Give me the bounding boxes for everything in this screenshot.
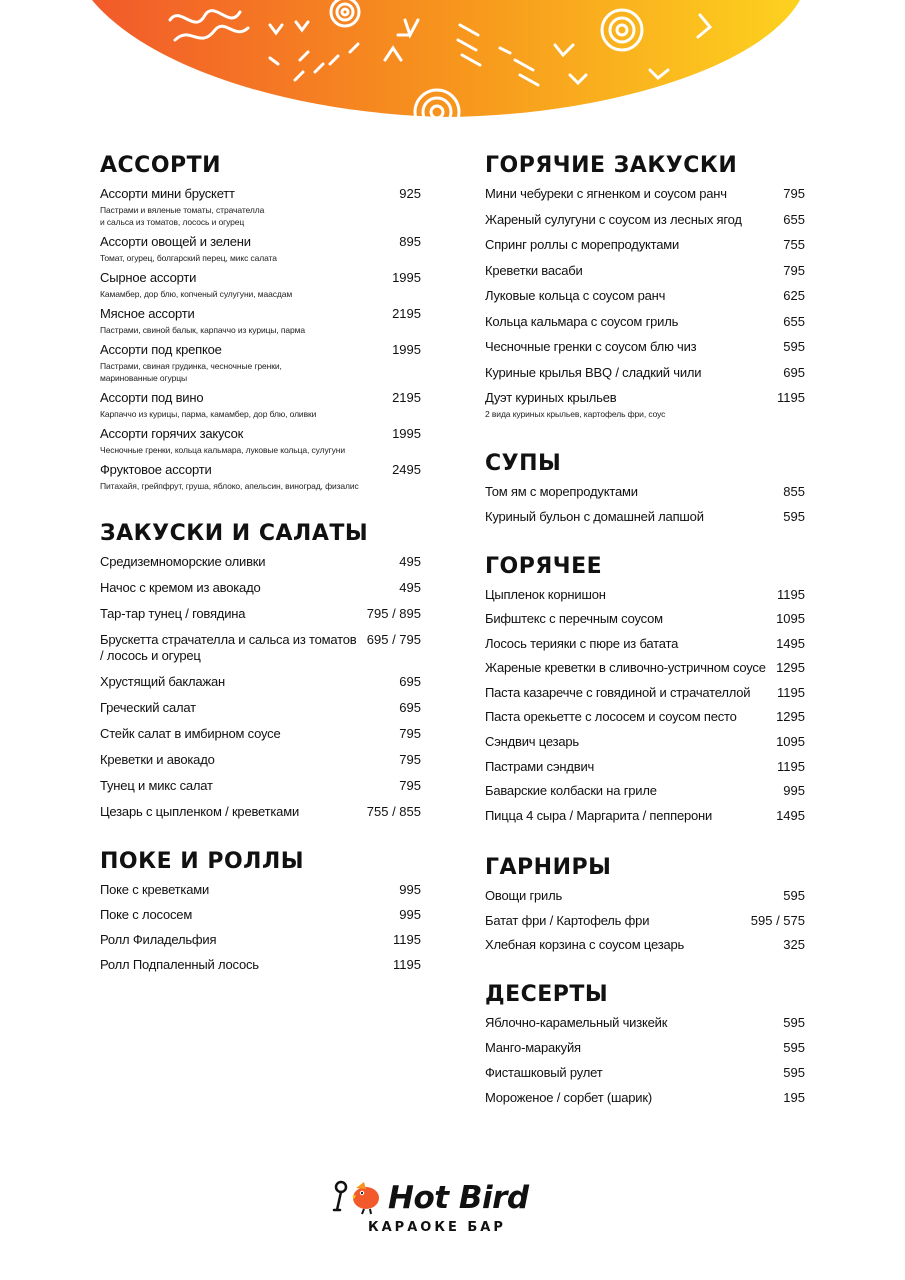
section-title: ГОРЯЧИЕ ЗАКУСКИ: [485, 153, 738, 178]
menu-item: [100, 804, 421, 820]
menu-item: [485, 390, 805, 420]
item-price: 595: [783, 339, 805, 354]
item-price: 755 / 855: [366, 804, 421, 819]
item-price: 855: [783, 484, 805, 499]
menu-item: [485, 759, 805, 775]
section-title: ГАРНИРЫ: [485, 854, 612, 880]
item-name: Батат фри / Картофель фри: [485, 912, 650, 928]
menu-item: [485, 783, 805, 799]
item-name: Поке с лососем: [100, 907, 193, 922]
item-name: Бифштекс с перечным соусом: [485, 611, 663, 627]
menu-section: [100, 520, 421, 820]
item-name: Баварские колбаски на гриле: [485, 783, 657, 799]
menu-item: [100, 778, 421, 794]
item-name: Ассорти мини брускетт: [100, 186, 235, 201]
item-description: Чесночные гренки, кольца кальмара, луковые кольца, сулугуни: [100, 445, 346, 455]
item-price: 325: [783, 937, 805, 953]
brand-logo: [330, 1180, 590, 1242]
item-price: 1995: [392, 342, 421, 357]
menu-item: [100, 390, 421, 420]
header-banner: [0, 0, 905, 120]
menu-item: [485, 888, 805, 904]
item-name: Чесночные гренки с соусом блю чиз: [485, 339, 697, 354]
menu-item: [485, 263, 805, 279]
item-name: Мороженое / сорбет (шарик): [485, 1089, 652, 1105]
item-name: Креветки и авокадо: [100, 752, 215, 767]
menu-item: [485, 685, 805, 701]
item-name: Лосось терияки с пюре из батата: [485, 635, 679, 651]
item-price: 1295: [776, 660, 805, 676]
item-name: Ролл Филадельфия: [100, 932, 217, 947]
section-title: СУПЫ: [485, 451, 562, 476]
menu-item: [100, 580, 421, 596]
menu-item: [100, 462, 421, 492]
item-name: Куриные крылья BBQ / сладкий чили: [485, 364, 702, 380]
item-price: 1295: [776, 709, 805, 725]
item-name: Пастрами сэндвич: [485, 758, 595, 774]
item-description: Карпаччо из курицы, парма, камамбер, дор блю, оливки: [100, 409, 317, 419]
item-price: 595: [783, 508, 805, 524]
item-price: 925: [399, 186, 421, 201]
item-name: Сэндвич цезарь: [485, 734, 579, 750]
menu-item: [485, 734, 805, 750]
item-price: 1495: [776, 635, 805, 651]
menu-item: [100, 700, 421, 716]
item-name: Овощи гриль: [485, 887, 563, 903]
item-name: Сырное ассорти: [100, 270, 197, 285]
menu-item: [485, 1090, 805, 1106]
menu-item: [485, 660, 805, 676]
item-name: Спринг роллы с морепродуктами: [485, 237, 680, 252]
menu-item: [100, 342, 421, 384]
item-price: 795: [783, 262, 805, 278]
menu-item: [485, 611, 805, 627]
item-name: Цыпленок корнишон: [485, 586, 606, 602]
item-name: Поке с креветками: [100, 882, 210, 897]
menu-item: [485, 339, 805, 355]
menu-item: [100, 306, 421, 336]
item-name: Паста казаречче с говядиной и страчателлой: [485, 684, 751, 700]
item-name: Паста орекьетте с лососем и соусом песто: [485, 709, 737, 725]
menu-item: [485, 186, 805, 202]
item-price: 1195: [393, 932, 421, 947]
item-price: 695: [783, 364, 805, 380]
bird-icon: [352, 1182, 379, 1214]
menu-item: [100, 957, 421, 973]
item-name: Том ям с морепродуктами: [485, 484, 638, 499]
menu-item: [485, 808, 805, 824]
item-name: Хлебная корзина с соусом цезарь: [485, 937, 685, 953]
item-name: Ассорти овощей и зелени: [100, 234, 251, 249]
menu-section: [485, 854, 805, 954]
item-price: 795: [399, 726, 421, 741]
item-price: 2195: [392, 390, 421, 405]
menu-section: [485, 981, 805, 1105]
menu-item: [485, 1040, 805, 1056]
logo-mark: [330, 1180, 386, 1216]
menu-item: [485, 636, 805, 652]
item-price: 595: [783, 1065, 805, 1081]
item-name: Ассорти под крепкое: [100, 342, 222, 357]
menu-item: [100, 726, 421, 742]
item-description: Пастрами, свиная грудинка, чесночные гренки, маринованные огурцы: [100, 361, 282, 383]
item-name: Брускетта страчателла и сальса из томатов / лосось и огурец: [100, 632, 357, 663]
item-name: Тар-тар тунец / говядина: [100, 606, 246, 621]
item-price: 495: [399, 580, 421, 595]
item-price: 595 / 575: [750, 912, 805, 928]
section-title: АССОРТИ: [100, 153, 222, 178]
section-title: ЗАКУСКИ И САЛАТЫ: [100, 521, 369, 546]
item-price: 1195: [777, 586, 805, 602]
item-price: 1195: [777, 684, 805, 700]
item-price: 695 / 795: [366, 632, 421, 647]
item-description: Питахайя, грейпфрут, груша, яблоко, апельсин, виноград, физалис: [100, 481, 359, 491]
menu-item: [100, 882, 421, 898]
item-price: 795: [783, 186, 805, 201]
item-price: 995: [399, 907, 421, 922]
item-price: 1195: [777, 758, 805, 774]
menu-item: [485, 587, 805, 603]
menu-item: [100, 426, 421, 456]
item-name: Греческий салат: [100, 700, 196, 715]
menu-item: [100, 632, 421, 664]
item-name: Тунец и микс салат: [100, 778, 213, 793]
item-name: Хрустящий баклажан: [100, 674, 225, 689]
item-price: 1995: [392, 270, 421, 285]
menu-item: [485, 913, 805, 929]
menu-item: [485, 212, 805, 228]
item-price: 695: [399, 674, 421, 689]
menu-item: [100, 932, 421, 948]
item-price: 625: [783, 288, 805, 303]
microphone-icon: [334, 1182, 346, 1210]
item-price: 1095: [776, 734, 805, 750]
logo-subtitle: КАРАОКЕ БАР: [368, 1220, 506, 1235]
menu-item: [485, 365, 805, 381]
item-price: 995: [783, 783, 805, 799]
item-price: 595: [783, 1015, 805, 1031]
item-name: Фисташковый рулет: [485, 1065, 603, 1081]
item-name: Ассорти горячих закусок: [100, 426, 244, 441]
section-title: ДЕСЕРТЫ: [485, 982, 609, 1008]
item-name: Куриный бульон с домашней лапшой: [485, 508, 704, 524]
left-column: [100, 152, 421, 982]
item-price: 795 / 895: [366, 606, 421, 621]
logo-name: Hot Bird: [388, 1180, 529, 1216]
menu-item: [100, 752, 421, 768]
menu-item: [100, 606, 421, 622]
item-price: 895: [399, 234, 421, 249]
menu-item: [485, 709, 805, 725]
item-description: 2 вида куриных крыльев, картофель фри, соус: [485, 409, 666, 419]
item-price: 2195: [392, 306, 421, 321]
menu-item: [100, 186, 421, 228]
menu-section: [485, 152, 805, 420]
item-name: Жареные креветки в сливочно-устричном соусе: [485, 660, 766, 676]
menu-item: [485, 288, 805, 304]
item-price: 655: [783, 211, 805, 227]
item-price: 1995: [392, 426, 421, 441]
item-description: Томат, огурец, болгарский перец, микс салата: [100, 253, 277, 263]
item-name: Пицца 4 сыра / Маргарита / пепперони: [485, 807, 713, 823]
item-price: 595: [783, 887, 805, 903]
menu-item: [485, 509, 805, 525]
item-name: Дуэт куриных крыльев: [485, 390, 617, 405]
item-price: 1195: [393, 957, 421, 972]
item-name: Цезарь с цыпленком / креветками: [100, 804, 300, 819]
item-name: Стейк салат в имбирном соусе: [100, 726, 281, 741]
item-description: Камамбер, дор блю, копченый сулугуни, маасдам: [100, 289, 293, 299]
menu-item: [485, 314, 805, 330]
item-price: 2495: [392, 462, 421, 477]
item-name: Луковые кольца с соусом ранч: [485, 288, 666, 303]
menu-item: [485, 1065, 805, 1081]
menu-item: [485, 937, 805, 953]
menu-section: [485, 450, 805, 525]
item-name: Ассорти под вино: [100, 390, 204, 405]
menu-section: [485, 553, 805, 824]
item-name: Манго-маракуйя: [485, 1040, 581, 1056]
item-description: Пастрами и вяленые томаты, страчателла и сальса из томатов, лосось и огурец: [100, 205, 265, 227]
item-description: Пастрами, свиной балык, карпаччо из курицы, парма: [100, 325, 306, 335]
item-price: 755: [783, 237, 805, 252]
section-title: ПОКЕ И РОЛЛЫ: [100, 849, 305, 874]
item-price: 1095: [776, 611, 805, 627]
item-name: Ролл Подпаленный лосось: [100, 957, 259, 972]
menu-item: [100, 674, 421, 690]
right-column: [485, 152, 805, 1115]
menu-item: [485, 484, 805, 500]
item-price: 595: [783, 1040, 805, 1056]
menu-item: [100, 270, 421, 300]
menu-item: [100, 234, 421, 264]
menu-section: [100, 848, 421, 973]
menu-item: [485, 1015, 805, 1031]
item-price: 495: [399, 554, 421, 569]
item-name: Начос с кремом из авокадо: [100, 580, 261, 595]
item-price: 655: [783, 313, 805, 329]
item-price: 1495: [776, 807, 805, 823]
item-name: Яблочно-карамельный чизкейк: [485, 1015, 668, 1031]
item-name: Мясное ассорти: [100, 306, 195, 321]
menu-item: [485, 237, 805, 253]
item-price: 1195: [777, 390, 805, 405]
menu-item: [100, 907, 421, 923]
item-name: Мини чебуреки с ягненком и соусом ранч: [485, 186, 727, 201]
item-price: 795: [399, 752, 421, 767]
item-name: Жареный сулугуни с соусом из лесных ягод: [485, 211, 742, 227]
item-price: 695: [399, 700, 421, 715]
item-name: Кольца кальмара с соусом гриль: [485, 313, 679, 329]
item-name: Фруктовое ассорти: [100, 462, 212, 477]
item-price: 195: [783, 1089, 805, 1105]
item-name: Креветки васаби: [485, 262, 583, 278]
section-title: ГОРЯЧЕЕ: [485, 553, 603, 579]
menu-item: [100, 554, 421, 570]
menu-section: [100, 152, 421, 492]
item-name: Средиземноморские оливки: [100, 554, 266, 569]
item-price: 795: [399, 778, 421, 793]
item-price: 995: [399, 882, 421, 897]
